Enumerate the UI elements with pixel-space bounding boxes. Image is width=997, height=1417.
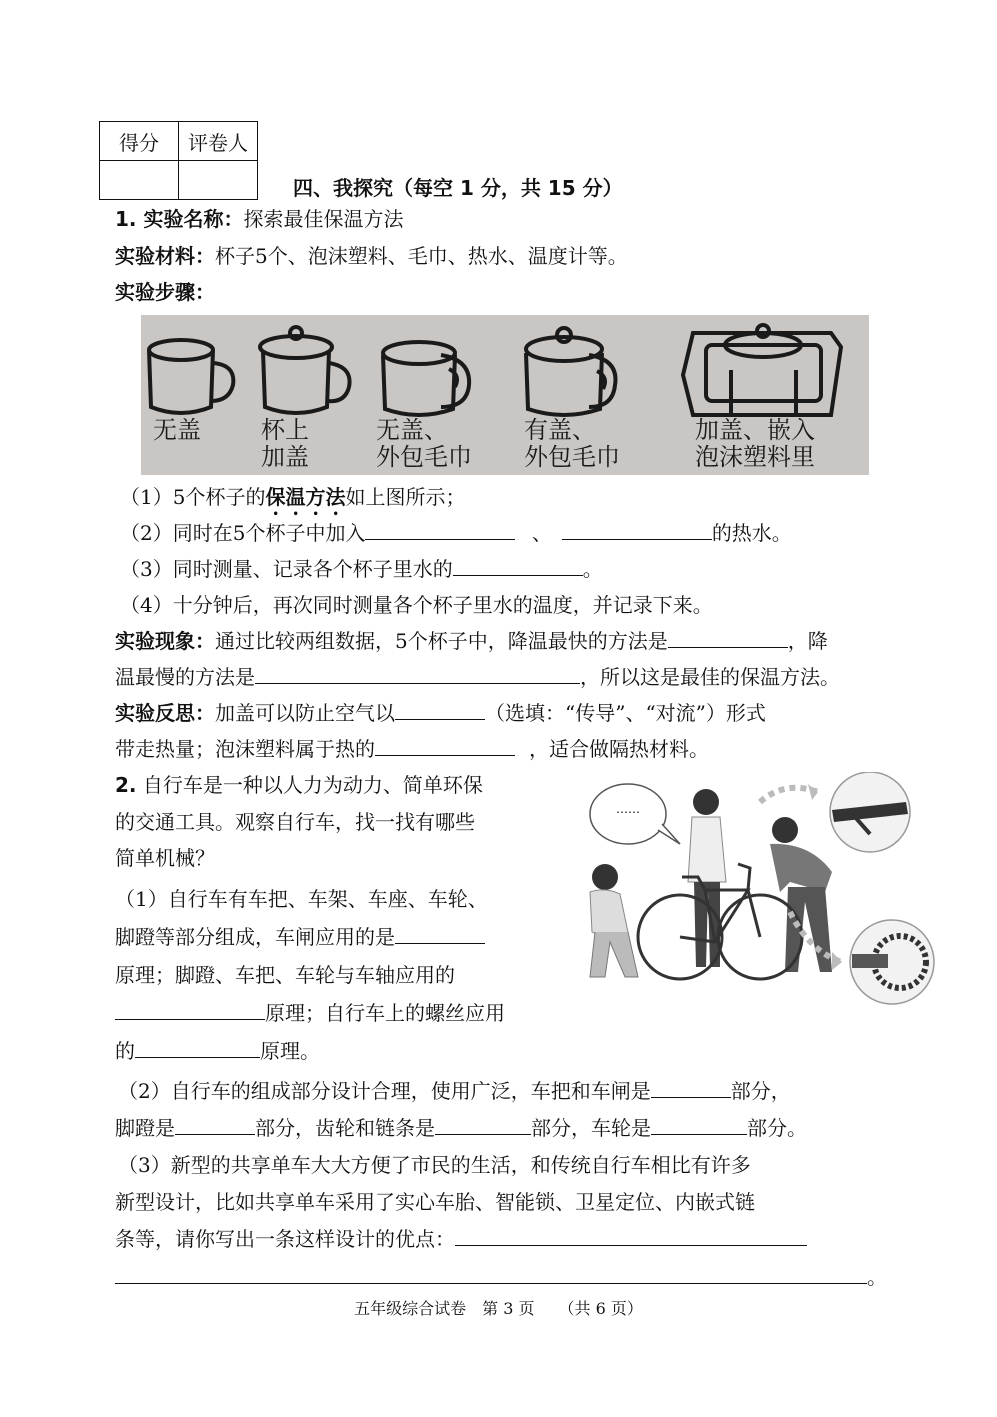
cup-with-lid (260, 327, 350, 413)
blank-screw[interactable] (135, 1037, 260, 1058)
q1-step1: （1）5个杯子的保温方法如上图所示； (120, 485, 466, 509)
cup-lid-towel (526, 328, 615, 415)
q2-p1-5: 的 原理。 (115, 1039, 320, 1063)
q2-p1-1: （1）自行车有车把、车架、车座、车轮、 (115, 887, 488, 911)
cup-caption-1: 无盖 (153, 416, 201, 444)
q2-p3-2: 新型设计，比如共享单车采用了实心车胎、智能锁、卫星定位、内嵌式链 (115, 1190, 755, 1214)
page-footer: 五年级综合试卷 第 3 页 （共 6 页） (354, 1299, 643, 1318)
cup-no-lid (149, 340, 233, 413)
blank-brake[interactable] (395, 923, 485, 944)
blank-handlebar-part[interactable] (651, 1077, 731, 1098)
q1-phenomenon-2: 温最慢的方法是 ，所以这是最佳的保温方法。 (115, 665, 840, 689)
q2-p3-3: 条等，请你写出一条这样设计的优点： (115, 1224, 807, 1254)
blank-slowest[interactable] (255, 663, 580, 684)
blank-wheel-part[interactable] (651, 1114, 747, 1135)
blank-air[interactable] (395, 699, 485, 720)
cup-towel (383, 342, 469, 415)
section-title: 四、我探究（每空 1 分，共 15 分） (293, 176, 623, 200)
q1-materials-line: 实验材料：杯子5个、泡沫塑料、毛巾、热水、温度计等。 (115, 244, 628, 268)
q2-intro-1: 2. 自行车是一种以人力为动力、简单环保 (115, 773, 483, 797)
score-table (99, 121, 258, 200)
q2-p3-4: 。 (115, 1262, 887, 1292)
q1-steps-label: 实验步骤： (115, 280, 215, 304)
q1-reflection-2: 带走热量；泡沫塑料属于热的 ，适合做隔热材料。 (115, 737, 709, 761)
blank-water-temp-1[interactable] (365, 519, 515, 540)
q1-step4: （4）十分钟后，再次同时测量各个杯子里水的温度，并记录下来。 (120, 593, 713, 617)
blank-fastest[interactable] (668, 627, 788, 648)
blank-advantage-1[interactable] (455, 1225, 807, 1246)
q2-p3-1: （3）新型的共享单车大大方便了市民的生活，和传统自行车相比有许多 (118, 1153, 751, 1177)
bubble-text: …… (616, 802, 640, 816)
score-cell[interactable] (100, 161, 179, 200)
blank-wheel-axle[interactable] (115, 999, 265, 1020)
blank-gear-part[interactable] (435, 1114, 531, 1135)
grader-cell[interactable] (179, 161, 258, 200)
cup-caption-2: 杯上 加盖 (261, 416, 309, 471)
q2-p1-4: 原理；自行车上的螺丝应用 (115, 998, 505, 1028)
q1-name-line: 1. 实验名称：探索最佳保温方法 (115, 207, 404, 231)
q2-p1-3: 原理；脚蹬、车把、车轮与车轴应用的 (115, 963, 455, 987)
cups-figure (141, 315, 869, 475)
cup-caption-3: 无盖、 外包毛巾 (376, 416, 472, 471)
q2-p2-2: 脚蹬是 部分，齿轮和链条是 部分，车轮是 部分。 (115, 1116, 807, 1140)
cup-caption-4: 有盖、 外包毛巾 (524, 416, 620, 471)
q2-p2-1: （2）自行车的组成部分设计合理，使用广泛，车把和车闸是 部分， (118, 1079, 791, 1103)
q1-step2: （2）同时在5个杯子中加入 、 的热水。 (120, 521, 792, 545)
blank-pedal-part[interactable] (175, 1114, 255, 1135)
q2-intro-2: 的交通工具。观察自行车，找一找有哪些 (115, 810, 475, 834)
blank-measure[interactable] (453, 555, 583, 576)
blank-foam[interactable] (375, 735, 515, 756)
grader-label: 评卷人 (179, 122, 258, 161)
q1-phenomenon-1: 实验现象：通过比较两组数据，5个杯子中，降温最快的方法是 ，降 (115, 629, 828, 653)
score-label: 得分 (100, 122, 179, 161)
q1-reflection-1: 实验反思：加盖可以防止空气以 （选填：“传导”、“对流”）形式 (115, 701, 766, 725)
cup-caption-5: 加盖、嵌入 泡沫塑料里 (695, 416, 815, 471)
q1-step3: （3）同时测量、记录各个杯子里水的 。 (120, 557, 603, 581)
blank-water-temp-2[interactable] (562, 519, 712, 540)
blank-advantage-2[interactable] (115, 1263, 867, 1284)
q2-p1-2: 脚蹬等部分组成，车闸应用的是 (115, 922, 485, 952)
q2-intro-3: 简单机械？ (115, 846, 215, 870)
bike-picture (570, 772, 948, 1007)
cup-foam-box (683, 325, 841, 415)
